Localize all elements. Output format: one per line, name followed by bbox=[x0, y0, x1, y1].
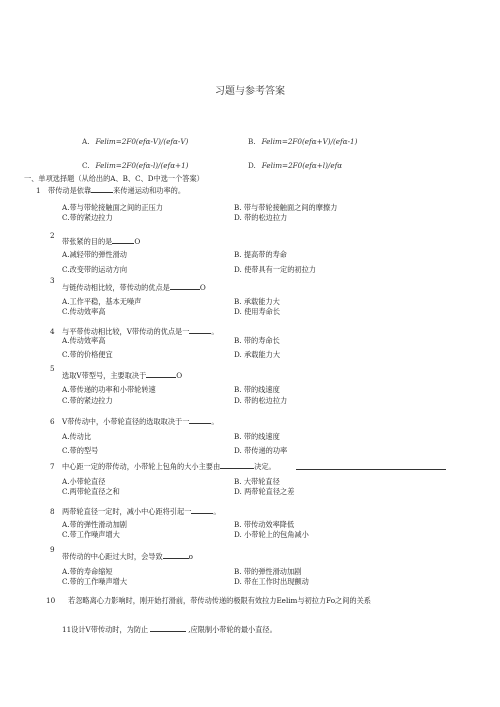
question-4: 4 与平带传动相比较，V带传动的优点是一 。 bbox=[50, 327, 219, 336]
answer-blank bbox=[189, 326, 211, 334]
option: A.带与带轮接触面之间的正压力 bbox=[62, 203, 163, 212]
option: D. 小带轮上的包角减小 bbox=[234, 530, 309, 539]
option: B. 带的弹性滑动加剧 bbox=[234, 567, 302, 576]
option: C.带的紧边拉力 bbox=[62, 396, 113, 405]
answer-blank bbox=[150, 624, 186, 632]
option: B. 大带轮直径 bbox=[234, 477, 280, 486]
option: C.改变带的运动方向 bbox=[62, 265, 128, 274]
answer-blank bbox=[163, 551, 189, 559]
option: B. 带与带轮接触面之间的摩擦力 bbox=[234, 203, 338, 212]
question-3: 与链传动相比较，带传动的优点是 O bbox=[62, 283, 206, 292]
option: B. 承载能力大 bbox=[234, 297, 280, 306]
option: D. 带在工作时出现颤动 bbox=[234, 577, 309, 586]
option: A.带的寿命缩短 bbox=[62, 567, 113, 576]
option: A.带传递的功率和小带轮转速 bbox=[62, 385, 156, 394]
formula-option-d: D. Felim=2F0(efα+l)/efα bbox=[248, 161, 343, 170]
option: C.带工作噪声增大 bbox=[62, 530, 120, 539]
option: A.工作平稳，基本无噪声 bbox=[62, 297, 142, 306]
option: D. 带的松边拉力 bbox=[234, 213, 288, 222]
option: A.传动效率高 bbox=[62, 336, 106, 345]
answer-blank bbox=[191, 506, 213, 514]
question-2-number: 2 bbox=[50, 231, 55, 240]
question-7: 7 中心距一定的带传动，小带轮上包角的大小主要由 决定。 bbox=[50, 462, 276, 471]
question-11: 11设计V带传动时，为防止 ,应限制小带轮的最小直径。 bbox=[62, 625, 277, 634]
option: D. 两带轮直径之差 bbox=[234, 487, 295, 496]
underline-rule bbox=[296, 469, 446, 470]
option: D. 带的松边拉力 bbox=[234, 396, 288, 405]
page-title: 习题与参考答案 bbox=[215, 86, 285, 97]
option: C.传动效率高 bbox=[62, 307, 106, 316]
option: B. 提高带的寿命 bbox=[234, 250, 287, 259]
option: A.带的弹性滑动加剧 bbox=[62, 520, 127, 529]
answer-blank bbox=[170, 282, 200, 290]
option: C.带的紧边拉力 bbox=[62, 213, 113, 222]
answer-blank bbox=[146, 370, 176, 378]
option: C.带的价格便宜 bbox=[62, 350, 113, 359]
option: D. 使带具有一定的初拉力 bbox=[234, 265, 316, 274]
option: A.减轻带的弹性滑动 bbox=[62, 250, 127, 259]
option: A.小带轮直径 bbox=[62, 477, 106, 486]
formula-option-a: A. Felim=2F0(efα-V)/(efα-V) bbox=[82, 137, 189, 146]
option: B. 带的寿命长 bbox=[234, 336, 280, 345]
question-9-number: 9 bbox=[50, 545, 55, 554]
option: D. 承载能力大 bbox=[234, 350, 281, 359]
option: D. 带传递的功率 bbox=[234, 446, 288, 455]
question-8: 8 两带轮直径一定时，减小中心距将引起一 。 bbox=[50, 507, 221, 516]
option: B. 带传动效率降低 bbox=[234, 520, 295, 529]
question-2: 带张紧的目的是 O bbox=[62, 237, 141, 246]
formula-option-c: C. Felim=2F0(efα-l)/(efα+1) bbox=[82, 161, 189, 170]
option: C.带的型号 bbox=[62, 446, 99, 455]
option: B. 带的线速度 bbox=[234, 385, 280, 394]
question-5-number: 5 bbox=[50, 364, 55, 373]
option: C.两带轮直径之和 bbox=[62, 487, 120, 496]
question-5: 选取V带型号，主要取决于 O bbox=[62, 371, 183, 380]
question-10: 10 若忽略离心力影响时，刚开始打滑前，带传动传递的极限有效拉力Eelim与初拉力Fo之间的关系 bbox=[46, 596, 371, 605]
question-9: 带传动的中心距过大时，会导致 o bbox=[62, 552, 193, 561]
option: C.带的工作噪声增大 bbox=[62, 577, 128, 586]
option: A.传动比 bbox=[62, 432, 92, 441]
option: B. 带的线速度 bbox=[234, 432, 280, 441]
formula-option-b: B. Felim=2F0(efα+V)/(efα-1) bbox=[248, 137, 358, 146]
answer-blank bbox=[112, 236, 134, 244]
question-6: 6 V带传动中，小带轮直径的选取取决于一 。 bbox=[50, 417, 219, 426]
question-3-number: 3 bbox=[50, 276, 55, 285]
answer-blank bbox=[189, 416, 211, 424]
answer-blank bbox=[91, 185, 113, 193]
answer-blank bbox=[220, 461, 254, 469]
question-1: 1 带传动是依靠 来传递运动和功率的。 bbox=[36, 186, 186, 195]
option: D. 使用寿命长 bbox=[234, 307, 281, 316]
section-heading: 一、单项选择题（从给出的A、B、C、D中选一个答案） bbox=[24, 174, 204, 183]
